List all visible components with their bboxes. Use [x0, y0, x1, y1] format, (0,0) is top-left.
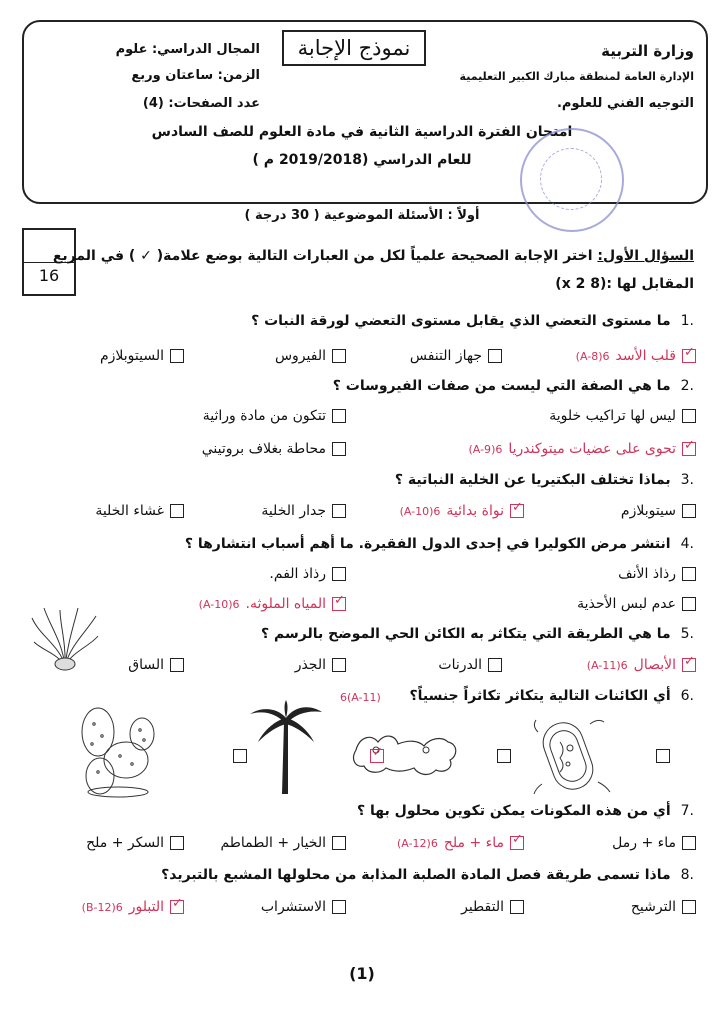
supervision-name: التوجيه الفني للعلوم. [556, 96, 694, 111]
checkbox[interactable] [170, 504, 184, 518]
q2-option-c[interactable]: ✓ تحوى على عضيات ميتوكندريا 6(A-9) [469, 441, 697, 457]
score-value: 16 [38, 266, 60, 285]
question-instruction [53, 248, 694, 264]
q8-option-c[interactable]: الاستشراب [261, 899, 346, 915]
checkbox[interactable] [682, 567, 696, 581]
instruction-line2: المقابل لها :(8 x 2) [555, 276, 694, 292]
q8-option-d[interactable]: ✓ التبلور 6(B-12) [82, 899, 184, 915]
checkbox[interactable] [510, 836, 524, 850]
q6-checkbox-d[interactable] [233, 749, 247, 763]
checkbox[interactable] [332, 349, 346, 363]
checkbox[interactable] [332, 658, 346, 672]
checkbox[interactable] [332, 900, 346, 914]
checkbox[interactable] [332, 597, 346, 611]
q4-option-c[interactable]: عدم لبس الأحذية [577, 596, 696, 612]
q5-option-d[interactable]: الساق [128, 657, 184, 673]
cactus-image [70, 702, 162, 798]
question-8: .8ماذا تسمى طريقة فصل المادة الصلبة المذابة من محلولها المشبع بالتبريد؟ [161, 867, 694, 883]
q4-option-a[interactable]: رذاذ الأنف [618, 566, 696, 582]
question-label: السؤال الأول: [597, 248, 694, 264]
question-1: .1ما مستوى التعضي الذي يقابل مستوى التعضي لورقة النبات ؟ [251, 313, 694, 329]
exam-title: امتحان الفترة الدراسية الثانية في مادة العلوم للصف السادس [151, 124, 573, 140]
checkbox[interactable] [682, 836, 696, 850]
checkbox[interactable] [332, 504, 346, 518]
field-label: المجال الدراسي: علوم [115, 42, 260, 57]
section-heading: أولاً : الأسئلة الموضوعية ( 30 درجة ) [244, 208, 480, 223]
q7-option-d[interactable]: السكر + ملح [86, 835, 184, 851]
question-3: .3بماذا تختلف البكتيريا عن الخلية النباتية ؟ [394, 472, 694, 488]
time-label: الزمن: ساعتان وربع [131, 68, 260, 83]
checkbox[interactable] [682, 900, 696, 914]
q6-checkbox-a[interactable] [656, 749, 670, 763]
official-stamp [520, 128, 624, 232]
answer-key-title: نموذج الإجابة [282, 30, 426, 66]
q1-option-d[interactable]: السيتوبلازم [100, 348, 184, 364]
checkbox[interactable] [682, 349, 696, 363]
ministry-name: وزارة التربية [601, 42, 694, 60]
q5-option-c[interactable]: الجذر [295, 657, 346, 673]
q3-option-a[interactable]: سيتوبلازم [621, 503, 696, 519]
directorate-name: الإدارة العامة لمنطقة مبارك الكبير التعليمية [459, 70, 694, 83]
q5-option-a[interactable]: ✓ الأبصال 6(A-11) [587, 657, 696, 673]
q7-option-b[interactable]: ✓ ماء + ملح 6(A-12) [397, 835, 524, 851]
checkbox[interactable] [332, 836, 346, 850]
palm-tree-image [248, 700, 324, 796]
q1-option-b[interactable]: جهاز التنفس [410, 348, 502, 364]
checkbox[interactable] [170, 349, 184, 363]
question-7: .7أي من هذه المكونات يمكن تكوين محلول بها ؟ [357, 803, 694, 819]
q7-option-c[interactable]: الخيار + الطماطم [220, 835, 346, 851]
checkbox[interactable] [682, 504, 696, 518]
q6-checkbox-c[interactable] [370, 749, 384, 763]
q2-option-d[interactable]: محاطة بغلاف بروتيني [202, 441, 346, 457]
q2-option-a[interactable]: ليس لها تراكيب خلوية [549, 408, 696, 424]
q1-option-c[interactable]: الفيروس [275, 348, 346, 364]
checkbox[interactable] [510, 504, 524, 518]
checkbox[interactable] [510, 900, 524, 914]
checkbox[interactable] [332, 567, 346, 581]
q8-option-b[interactable]: التقطير [461, 899, 524, 915]
q4-option-b[interactable]: رذاذ الفم. [269, 566, 346, 582]
pages-label: عدد الصفحات: (4) [142, 96, 260, 111]
checkbox[interactable] [332, 409, 346, 423]
checkbox[interactable] [170, 836, 184, 850]
question-4: .4انتشر مرض الكوليرا في إحدى الدول الفقيرة. ما أهم أسباب انتشارها ؟ [184, 536, 694, 552]
question-2: .2ما هي الصفة التي ليست من صفات الفيروسات ؟ [332, 378, 694, 394]
q6-tag: 6(A-11) [340, 691, 381, 704]
checkbox[interactable] [170, 900, 184, 914]
checkbox[interactable] [170, 658, 184, 672]
page-number: (1) [349, 964, 375, 983]
checkbox[interactable] [488, 658, 502, 672]
q3-option-b[interactable]: ✓ نواة بدائية 6(A-10) [400, 503, 524, 519]
q5-option-b[interactable]: الدرنات [438, 657, 502, 673]
checkbox[interactable] [682, 442, 696, 456]
q6-checkbox-b[interactable] [497, 749, 511, 763]
q3-option-d[interactable]: غشاء الخلية [95, 503, 184, 519]
checkbox[interactable] [682, 409, 696, 423]
q3-option-c[interactable]: جدار الخلية [261, 503, 346, 519]
amoeba-image [352, 730, 462, 770]
q4-option-d[interactable]: ✓ المياه الملوثه. 6(A-10) [199, 596, 346, 612]
checkbox[interactable] [488, 349, 502, 363]
question-6: .6أي الكائنات التالية يتكاثر تكاثراً جنسياً؟ [409, 688, 694, 704]
q8-option-a[interactable]: الترشيح [631, 899, 696, 915]
exam-year: للعام الدراسي (2019/2018 م ) [252, 152, 472, 168]
bacterium-image [528, 712, 618, 794]
instruction-text: اختر الإجابة الصحيحة علمياً لكل من العبارات التالية بوضع علامة( ✓ ) في المربع [52, 248, 598, 264]
checkbox[interactable] [332, 442, 346, 456]
bulb-plant-image [30, 606, 100, 672]
checkbox[interactable] [682, 597, 696, 611]
checkbox[interactable] [682, 658, 696, 672]
q2-option-b[interactable]: تتكون من مادة وراثية [203, 408, 346, 424]
q7-option-a[interactable]: ماء + رمل [612, 835, 696, 851]
q1-option-a[interactable]: ✓ قلب الأسد 6(A-8) [576, 348, 696, 364]
question-5: .5ما هي الطريقة التي يتكاثر به الكائن الحي الموضح بالرسم ؟ [261, 626, 694, 642]
